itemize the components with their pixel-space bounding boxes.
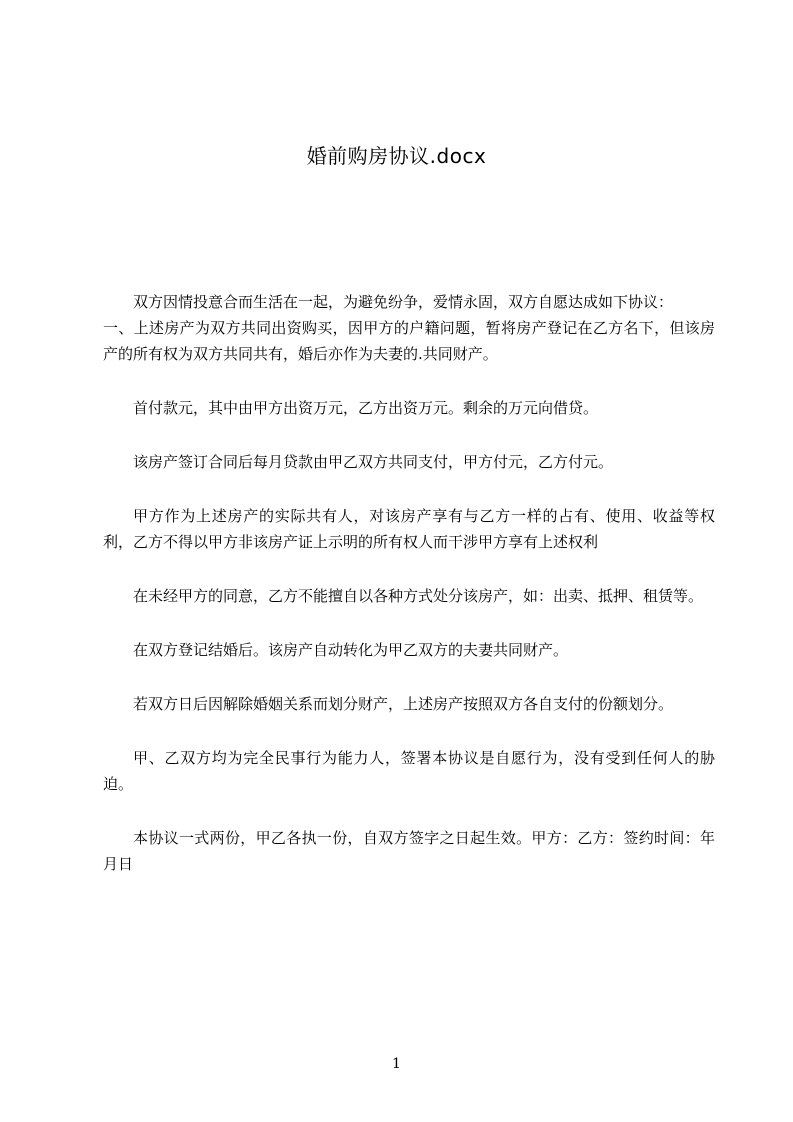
- paragraph-voluntary: 甲、乙双方均为完全民事行为能力人，签署本协议是自愿行为，没有受到任何人的胁迫。: [103, 749, 715, 793]
- paragraph-co-owner-rights: 甲方作为上述房产的实际共有人，对该房产享有与乙方一样的占有、使用、收益等权利，乙方不得以甲方非该房产证上示明的所有权人而干涉甲方享有上述权利: [103, 507, 715, 551]
- paragraph-monthly-loan: 该房产签订合同后每月贷款由甲乙双方共同支付，甲方付元，乙方付元。: [133, 453, 614, 471]
- page-number: 1: [392, 1056, 401, 1072]
- document-title: 婚前购房协议.docx: [306, 144, 487, 168]
- paragraph-preamble: 双方因情投意合而生活在一起，为避免纷争，爱情永固，双方自愿达成如下协议：: [133, 293, 674, 311]
- paragraph-divorce-division: 若双方日后因解除婚姻关系而划分财产，上述房产按照双方各自支付的份额划分。: [133, 695, 674, 713]
- document-body: [103, 289, 715, 905]
- paragraph-disposal-restriction: 在未经甲方的同意，乙方不能擅自以各种方式处分该房产，如：出卖、抵押、租赁等。: [133, 587, 704, 605]
- paragraph-clause-1: 一、上述房产为双方共同出资购买，因甲方的户籍问题，暂将房产登记在乙方名下，但该房产的所有权为双方共同共有，婚后亦作为夫妻的.共同财产。: [103, 319, 715, 363]
- paragraph-marital-property: 在双方登记结婚后。该房产自动转化为甲乙双方的夫妻共同财产。: [133, 641, 569, 659]
- paragraph-down-payment: 首付款元，其中由甲方出资万元，乙方出资万元。剩余的万元向借贷。: [133, 399, 599, 417]
- paragraph-signatures: 本协议一式两份，甲乙各执一份，自双方签字之日起生效。甲方：乙方：签约时间：年月日: [103, 829, 715, 873]
